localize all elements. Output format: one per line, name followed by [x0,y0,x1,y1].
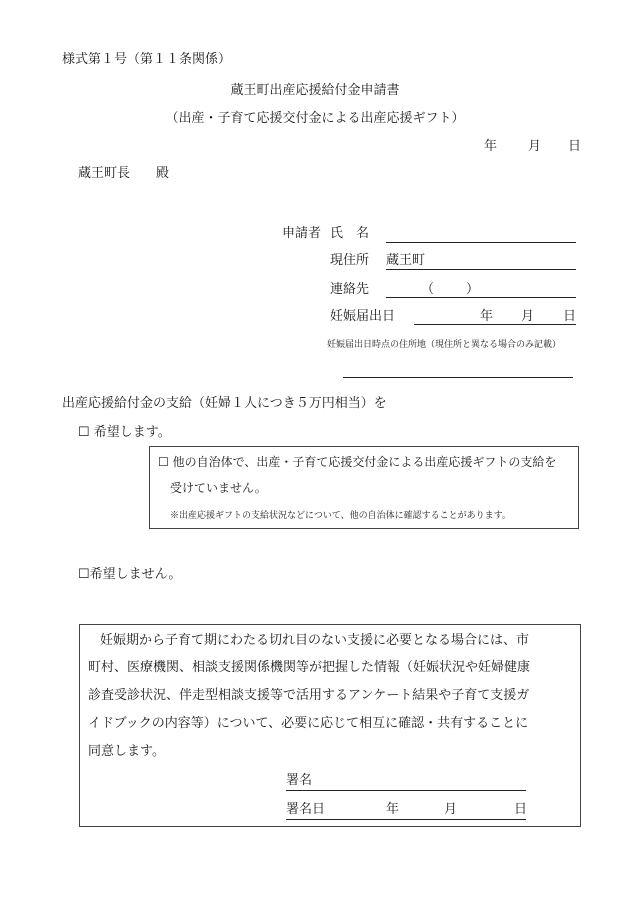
date-month-label: 月 [528,139,542,154]
address-note: 妊娠届出日時点の住所地（現住所と異なる場合のみ記載） [327,340,562,350]
sign-date-field[interactable] [286,819,526,820]
name-field[interactable] [386,242,576,243]
contact-label: 連絡先 [330,282,370,297]
form-subtitle: （出産・子育て応援交付金による出産応援ギフト） [165,111,465,126]
confirm-box [149,446,579,529]
consent-line-5: 同意します。 [88,744,165,759]
option-no-checkbox[interactable]: ☐希望しません。 [78,567,182,582]
signature-field[interactable] [286,790,526,791]
address-field[interactable] [386,269,576,270]
address-prefix: 蔵王町 [386,253,426,268]
sign-date-day: 日 [514,802,528,817]
pregnancy-day: 日 [563,309,577,324]
sign-date-month: 月 [444,802,458,817]
name-label: 氏 名 [330,226,370,241]
pregnancy-date-field[interactable] [414,324,576,325]
consent-line-1: 妊娠期から子育て期にわたる切れ目のない支援に必要となる場合には、市 [100,633,530,648]
form-number: 様式第１号（第１１条関係） [62,52,232,67]
contact-paren-open: （ [421,282,435,297]
sign-date-year: 年 [386,802,400,817]
consent-line-2: 町村、医療機関、相談支援関係機関等が把握した情報（妊娠状況や妊婦健康 [88,660,531,675]
applicant-label: 申請者 [282,226,322,241]
sign-date-label: 署名日 [286,802,326,817]
payment-heading: 出産応援給付金の支給（妊婦１人につき５万円相当）を [62,396,387,411]
option-yes-checkbox[interactable]: ☐ 希望します。 [78,425,171,440]
consent-line-4: イドブックの内容等）について、必要に応じて相互に確認・共有することに [88,716,529,731]
consent-line-3: 診査受診状況、伴走型相談支援等で活用するアンケート結果や子育て支援ガ [88,688,530,703]
pregnancy-month: 月 [521,309,535,324]
consent-box [79,624,581,827]
address-label: 現住所 [330,253,370,268]
confirm-checkbox[interactable]: ☐ 他の自治体で、出産・子育て応援交付金による出産応援ギフトの支給を [158,455,557,469]
date-day-label: 日 [568,139,582,154]
date-year-label: 年 [484,139,498,154]
prior-address-field[interactable] [343,377,573,378]
contact-field[interactable] [386,297,576,298]
pregnancy-date-label: 妊娠届出日 [330,309,396,324]
confirm-note: ※出産応援ギフトの支給状況などについて、他の自治体に確認することがあります。 [170,511,511,521]
signature-label: 署名 [286,773,313,788]
form-title: 蔵王町出産応援給付金申請書 [230,83,400,98]
confirm-line2: 受けていません。 [170,481,267,495]
addressee: 蔵王町長 殿 [78,166,170,181]
pregnancy-year: 年 [480,309,494,324]
contact-paren-close: ） [466,282,480,297]
